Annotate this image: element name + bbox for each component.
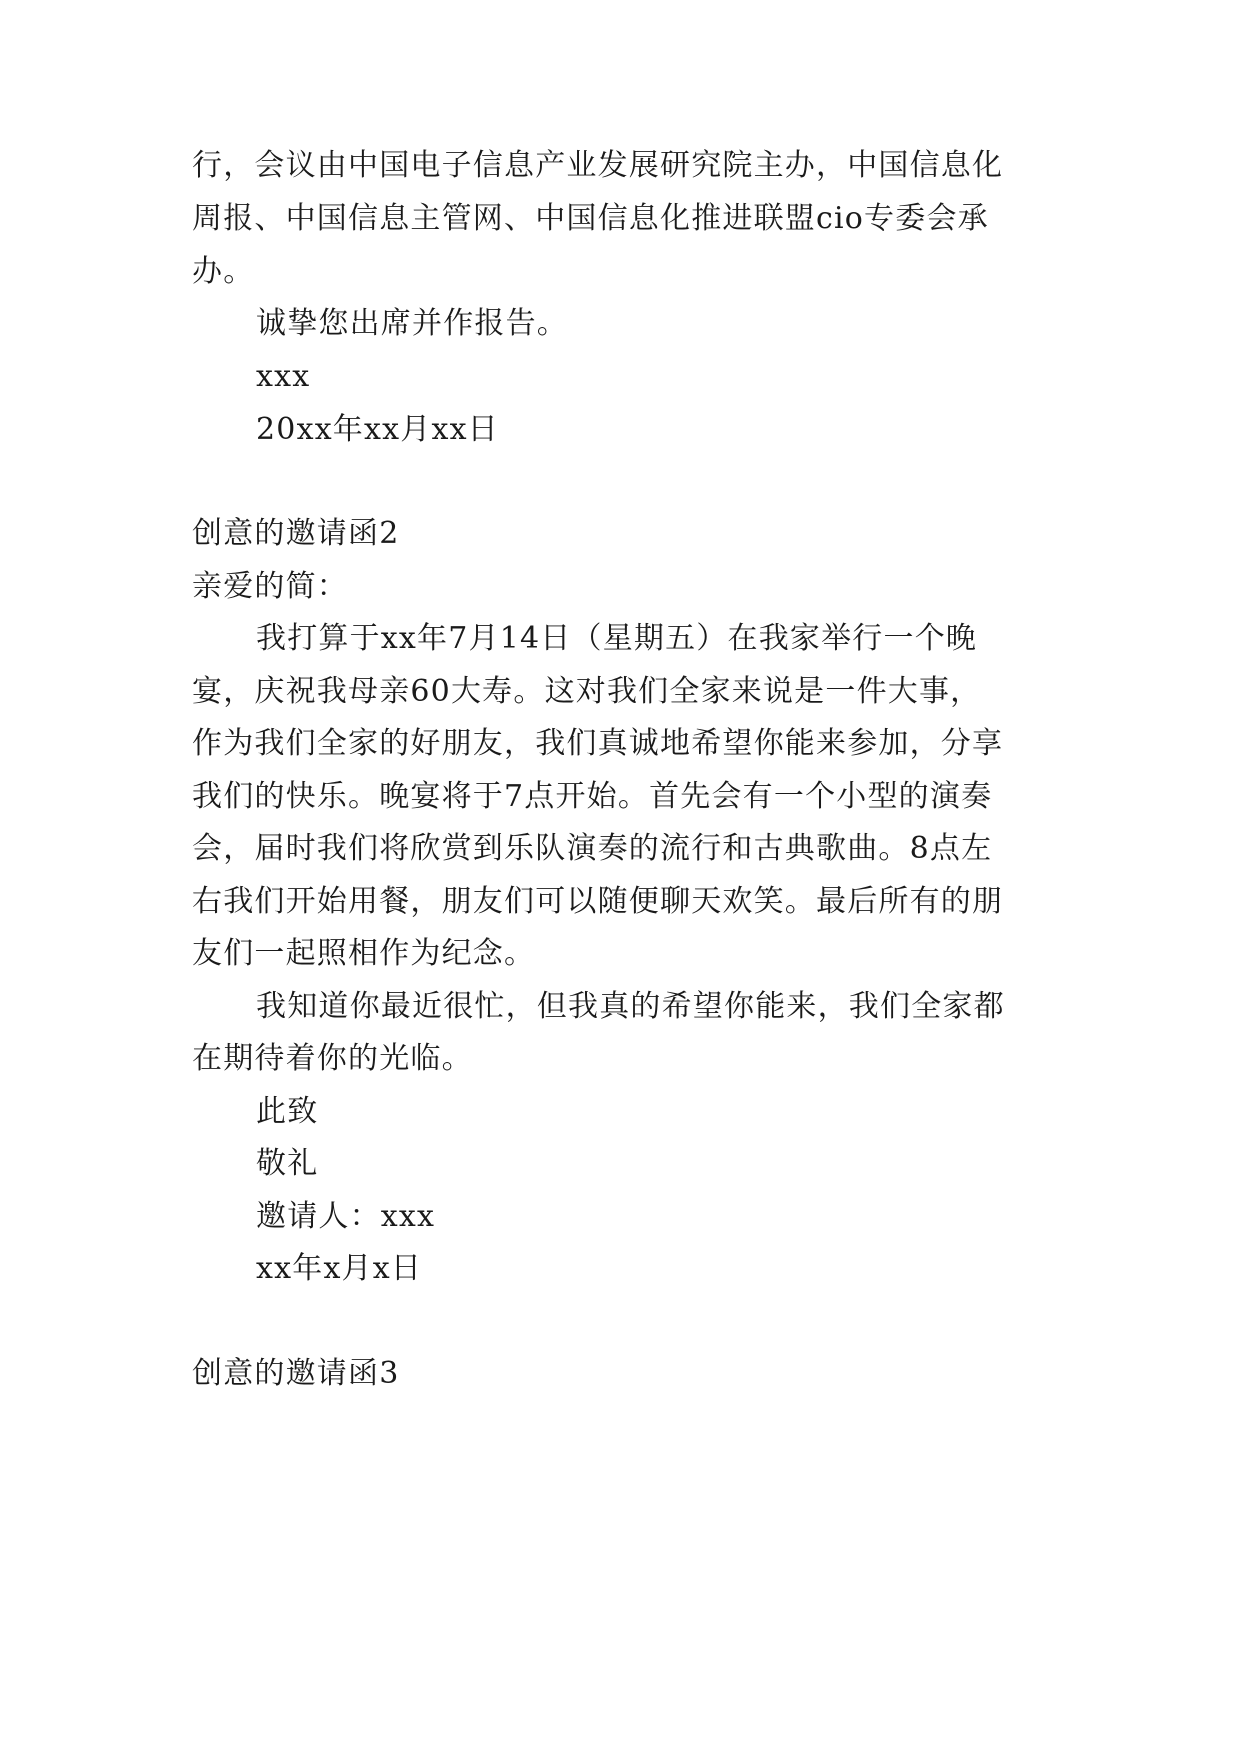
paragraph-line: 右我们开始用餐，朋友们可以随便聊天欢笑。最后所有的朋 <box>192 884 1004 919</box>
paragraph-line: 在期待着你的光临。 <box>192 1041 473 1076</box>
paragraph-line: 我知道你最近很忙，但我真的希望你能来，我们全家都 <box>256 989 1005 1024</box>
paragraph-invitation: 诚挚您出席并作报告。 <box>256 306 568 341</box>
inviter: 邀请人：xxx <box>256 1199 436 1234</box>
paragraph-line: 宴，庆祝我母亲60大寿。这对我们全家来说是一件大事， <box>192 674 982 709</box>
paragraph-line: 我打算于xx年7月14日（星期五）在我家举行一个晚 <box>256 621 978 656</box>
date: 20xx年xx月xx日 <box>256 412 499 447</box>
paragraph-line: 办。 <box>192 254 255 289</box>
section-heading: 创意的邀请函2 <box>192 516 400 551</box>
paragraph-line: 我们的快乐。晚宴将于7点开始。首先会有一个小型的演奏 <box>192 779 993 814</box>
paragraph-line: 周报、中国信息主管网、中国信息化推进联盟cio专委会承 <box>192 201 989 236</box>
paragraph-line: 作为我们全家的好朋友，我们真诚地希望你能来参加，分享 <box>192 726 1004 761</box>
section-heading: 创意的邀请函3 <box>192 1356 400 1391</box>
closing-line: 敬礼 <box>256 1146 319 1181</box>
salutation: 亲爱的简： <box>192 569 348 604</box>
closing-line: 此致 <box>256 1094 319 1129</box>
paragraph-line: 友们一起照相作为纪念。 <box>192 936 536 971</box>
paragraph-line: 行，会议由中国电子信息产业发展研究院主办，中国信息化 <box>192 148 1004 183</box>
paragraph-line: 会，届时我们将欣赏到乐队演奏的流行和古典歌曲。8点左 <box>192 831 993 866</box>
date: xx年x月x日 <box>256 1251 423 1286</box>
signature: xxx <box>256 359 311 394</box>
